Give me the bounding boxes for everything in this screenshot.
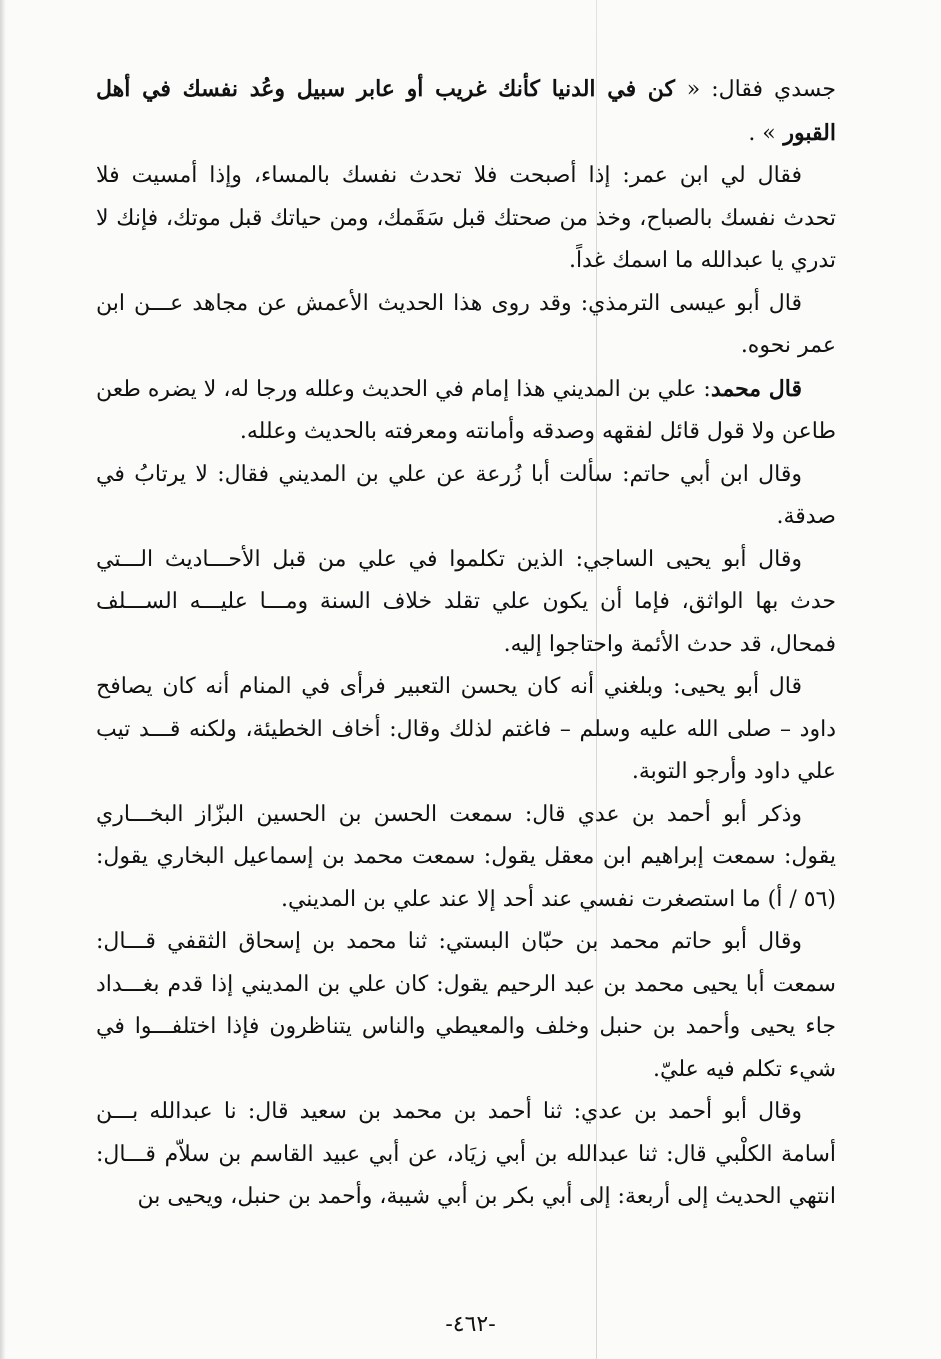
paragraph	[96, 1091, 836, 1219]
paragraph	[96, 666, 836, 794]
bold-text: كن في الدنيا كأنك غريب أو عابر سبيل وعُد نفسك في أهل القبور	[96, 76, 836, 146]
paragraph	[96, 539, 836, 667]
text-run: قال أبو عيسى الترمذي: وقد روى هذا الحديث الأعمش عن مجاهد عـــن ابن عمر نحوه.	[96, 290, 836, 358]
text-run: فقال لي ابن عمر: إذا أصبحت فلا تحدث نفسك بالمساء، وإذا أمسيت فلا تحدث نفسك بالصباح، وخذ من صحتك قبل سَقَمك، ومن حياتك قبل موتك، فإنك لا تدري يا عبدالله ما اسمك غداً.	[96, 163, 836, 273]
text-run: قال أبو يحيى: وبلغني أنه كان يحسن التعبير فرأى في المنام أنه كان يصافح داود – صلى الله عليه وسلم – فاغتم لذلك وقال: أخاف الخطيئة، ولكنه قـــد تيب علي داود وأرجو التوبة.	[96, 674, 836, 784]
paragraph	[96, 368, 836, 454]
paragraph	[96, 283, 836, 368]
paragraph	[96, 454, 836, 539]
text-run: وقال أبو أحمد بن عدي: ثنا أحمد بن محمد بن سعيد قال: نا عبدالله بـــن أسامة الكلْبي قال: ثنا عبدالله بن أبي زيَاد، عن أبي عبيد القاسم بن سلاّم قـــال: انتهي الحديث إلى أربعة: إلى أبي بكر بن أبي شيبة، وأحمد بن حنبل، ويحيى بن	[96, 1099, 836, 1209]
paragraph	[96, 921, 836, 1091]
text-run: وقال أبو حاتم محمد بن حبّان البستي: ثنا محمد بن إسحاق الثقفي قـــال: سمعت أبا يحيى محمد بن عبد الرحيم يقول: كان علي بن المديني إذا قدم بغـــداد جاء يحيى وأحمد بن حنبل وخلف والمعيطي والناس يتناظرون فإذا اختلفـــوا في شيء تكلم فيه عليّ.	[96, 929, 836, 1082]
text-run: جسدي فقال: «	[686, 77, 836, 102]
bold-text: قال محمد	[710, 375, 803, 402]
text-run: » .	[748, 120, 776, 146]
text-run: وقال أبو يحيى الساجي: الذين تكلموا في علي من قبل الأحـــاديث الـــتي حدث بها الواثق، فإما أن يكون علي تقلد خلاف السنة ومـــا عليـــه الســـلف فمحال، قد حدث الأئمة واحتاجوا إليه.	[96, 546, 836, 657]
page-edge-shadow	[0, 0, 6, 1359]
text-run: وقال ابن أبي حاتم: سألت أبا زُرعة عن علي بن المديني فقال: لا يرتابُ في صدقة.	[96, 461, 836, 529]
text-run: : علي بن المديني هذا إمام في الحديث وعلله ورجا له، لا يضره طعن طاعن ولا قول قائل لفقهه وصدقه وأمانته ومعرفته بالحديث وعلله.	[96, 376, 836, 444]
paragraph	[96, 794, 836, 922]
text-run: وذكر أبو أحمد بن عدي قال: سمعت الحسن بن الحسين البزّاز البخـــاري يقول: سمعت إبراهيم ابن معقل يقول: سمعت محمد بن إسماعيل البخاري يقول: (٥٦ / أ) ما استصغرت نفسي عند أحد إلا عند علي بن المديني.	[96, 801, 836, 912]
paragraph	[96, 68, 836, 155]
page-number: -٤٦٢-	[445, 1312, 496, 1337]
body-text	[96, 68, 836, 1219]
paragraph	[96, 155, 836, 283]
